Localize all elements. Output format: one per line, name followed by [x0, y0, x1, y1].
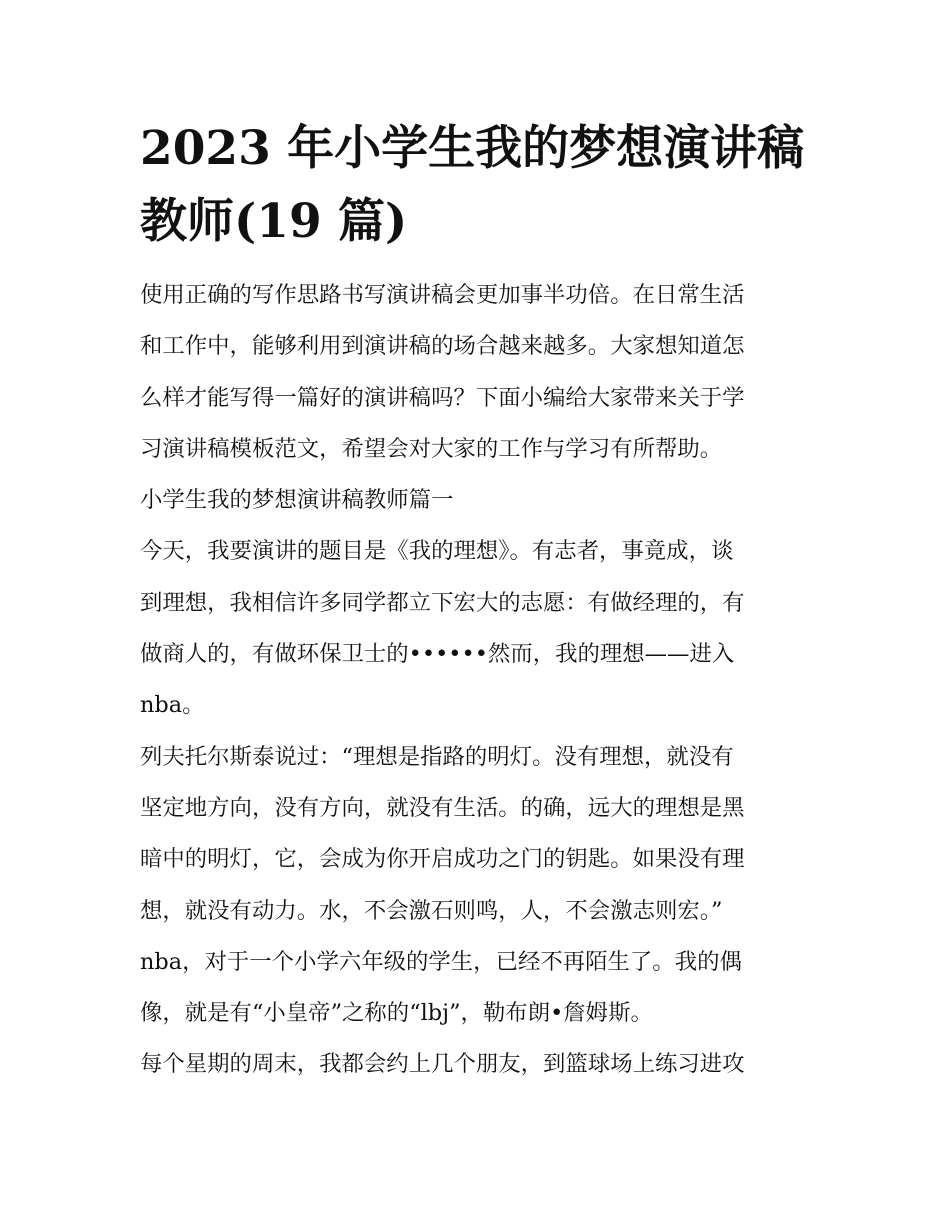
text-line: 今天，我要演讲的题目是《我的理想》。有志者，事竟成，谈	[140, 538, 734, 565]
text-line: 使用正确的写作思路书写演讲稿会更加事半功倍。在日常生活	[140, 282, 745, 308]
intro-paragraph	[140, 270, 820, 475]
text-line: 习演讲稿模板范文，希望会对大家的工作与学习有所帮助。	[140, 435, 723, 462]
body-paragraph	[140, 1039, 820, 1090]
text-line: 么样才能写得一篇好的演讲稿吗？下面小编给大家带来关于学	[140, 384, 745, 411]
title-line: 2023 年小学生我的梦想演讲稿	[140, 121, 805, 176]
body-paragraph	[140, 526, 820, 731]
document-page	[140, 112, 820, 1091]
text-line: 列夫托尔斯泰说过：“理想是指路的明灯。没有理想，就没有	[140, 743, 734, 770]
text-line: 做商人的，有做环保卫士的••••••然而，我的理想——进入	[140, 641, 735, 668]
text-line: 小学生我的梦想演讲稿教师篇一	[140, 487, 454, 514]
body-paragraph	[140, 732, 820, 1040]
text-line: 和工作中，能够利用到演讲稿的场合越来越多。大家想知道怎	[140, 333, 745, 360]
section-heading	[140, 475, 820, 526]
text-line: 到理想，我相信许多同学都立下宏大的志愿：有做经理的，有	[140, 589, 745, 616]
text-line: 每个星期的周末，我都会约上几个朋友，到篮球场上练习进攻	[140, 1051, 745, 1078]
title-line: 教师(19 篇)	[140, 194, 408, 249]
text-line: 像，就是有“小皇帝”之称的“lbj”，勒布朗•詹姆斯。	[140, 1000, 653, 1027]
text-line: 想，就没有动力。水，不会激石则鸣，人，不会激志则宏。”	[140, 897, 723, 924]
text-line: nba，对于一个小学六年级的学生，已经不再陌生了。我的偶	[140, 948, 742, 975]
text-line: 坚定地方向，没有方向，就没有生活。的确，远大的理想是黑	[140, 794, 745, 821]
document-title	[140, 112, 820, 258]
text-line: nba。	[140, 692, 205, 719]
text-line: 暗中的明灯，它，会成为你开启成功之门的钥匙。如果没有理	[140, 846, 745, 873]
